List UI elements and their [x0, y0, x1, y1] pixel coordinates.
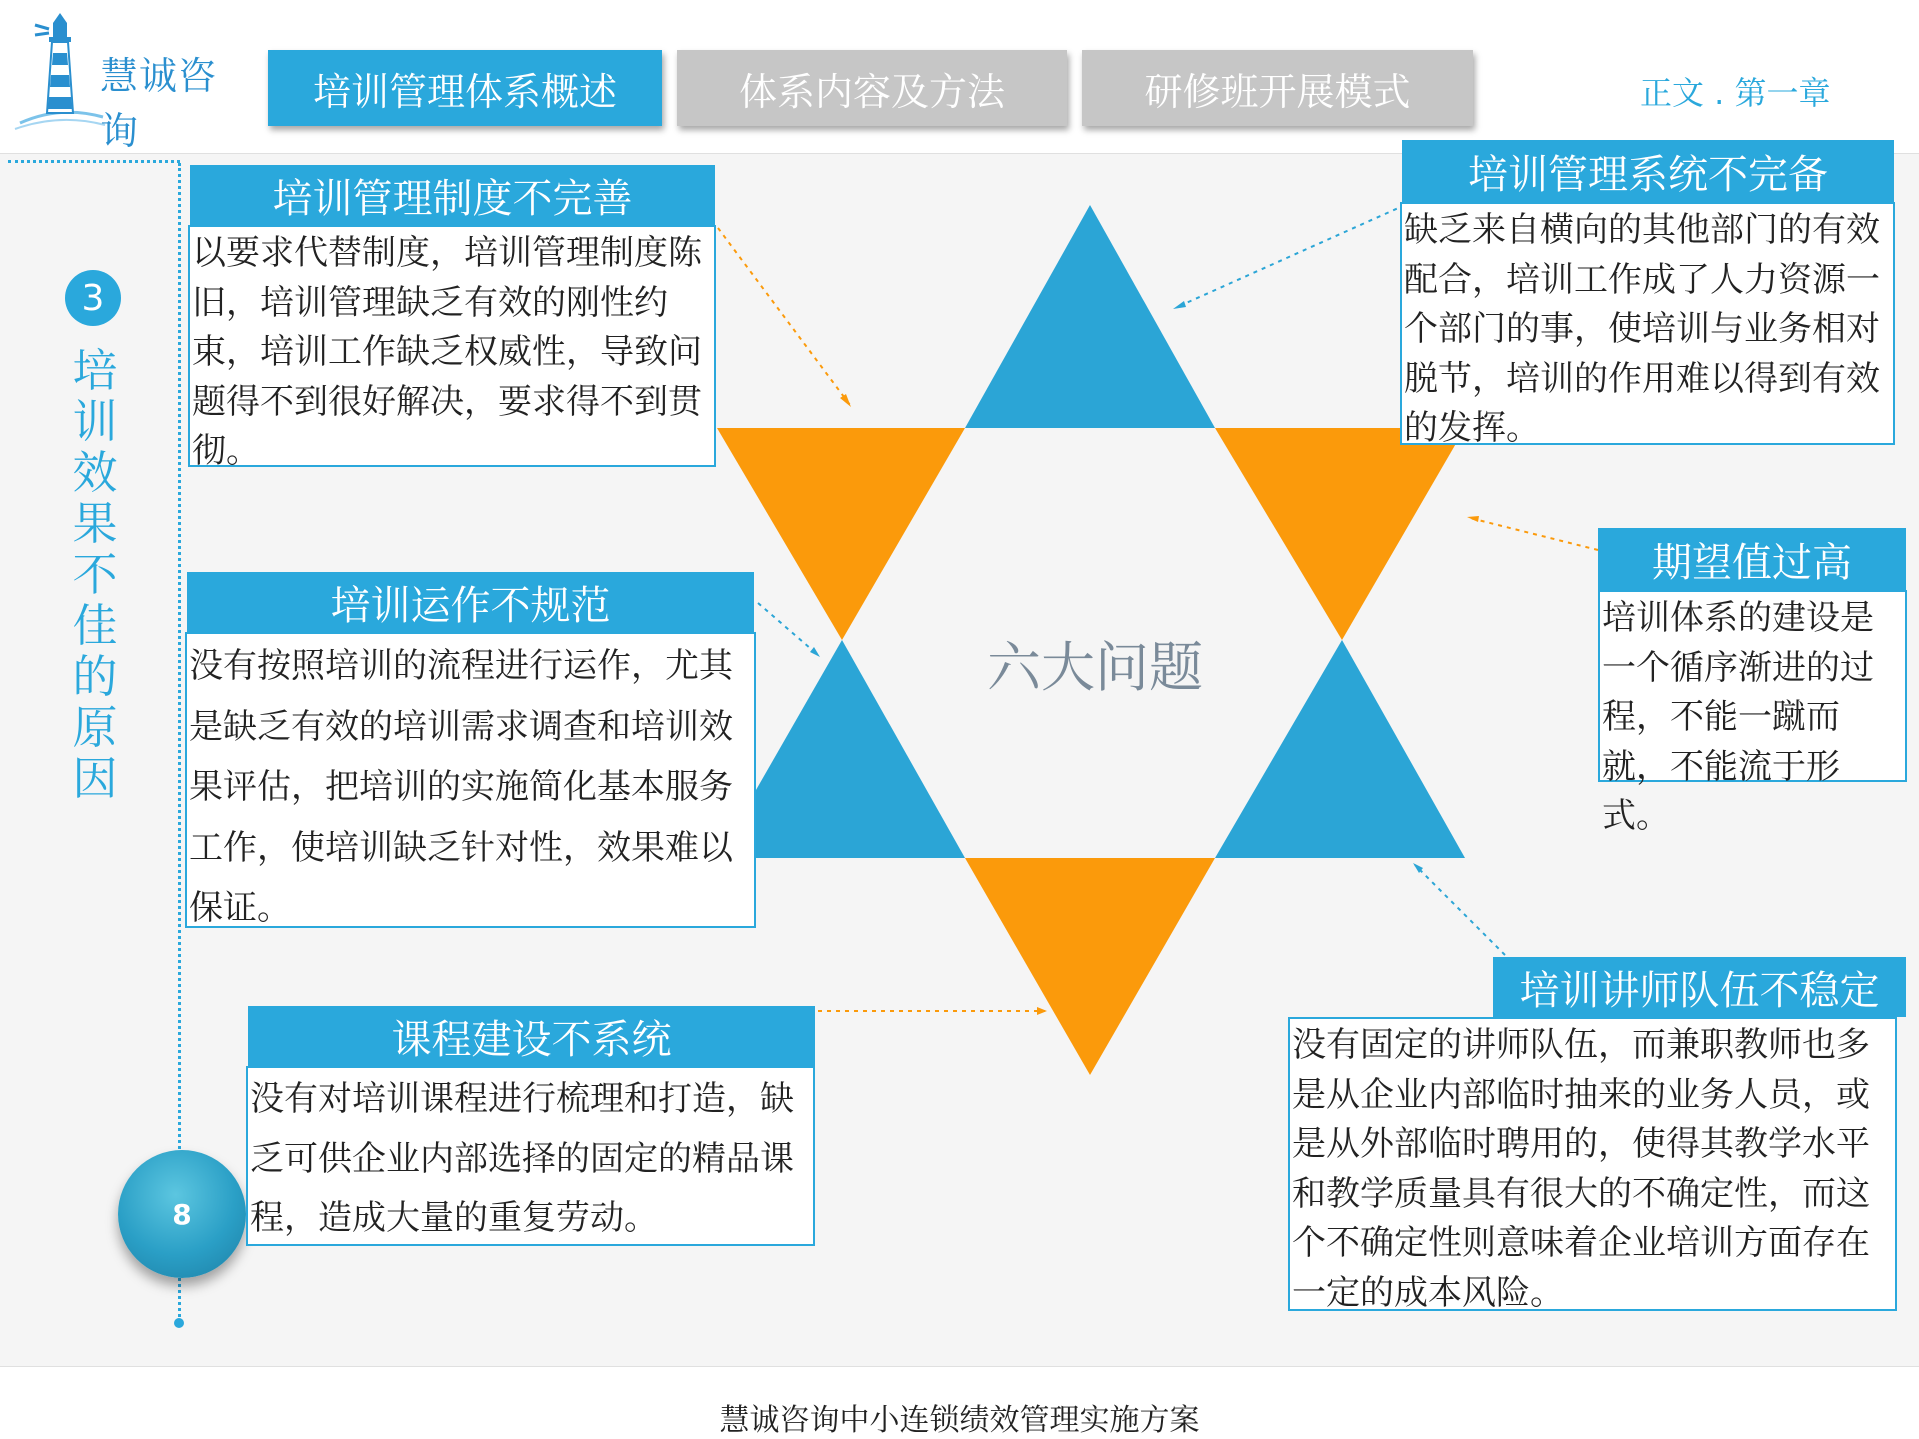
tab-training-class-mode[interactable]: 研修班开展模式 — [1082, 50, 1473, 126]
problem-title-management-incomplete: 培训管理系统不完备 — [1402, 140, 1894, 202]
connector-line-4 — [1470, 518, 1598, 550]
star-triangle-bottom — [965, 858, 1215, 1075]
footer-text: 慧诚咨询中小连锁绩效管理实施方案 — [719, 1403, 1200, 1438]
star-triangle-upper-left — [717, 428, 965, 640]
connector-line-1 — [718, 228, 850, 405]
star-triangle-upper-right — [1215, 428, 1465, 640]
problem-title-expectation-too-high: 期望值过高 — [1598, 528, 1906, 590]
section-number-badge: 3 — [65, 270, 121, 326]
diagram-center-label: 六大问题 — [987, 636, 1203, 699]
section-title: 培训效果不佳的原因 — [72, 344, 118, 805]
connector-arrow-4 — [1467, 516, 1479, 522]
connector-arrow-1 — [840, 394, 851, 407]
problem-body-management-incomplete: 缺乏来自横向的其他部门的有效配合，培训工作成了人力资源一个部门的事，使培训与业务相对脱节，培训的作用难以得到有效的发挥。 — [1400, 202, 1895, 445]
problem-body-operation-irregular: 没有按照培训的流程进行运作，尤其是缺乏有效的培训需求调查和培训效果评估，把培训的实施简化基本服务工作，使培训缺乏针对性，效果难以保证。 — [185, 632, 756, 928]
problem-body-expectation-too-high: 培训体系的建设是一个循序渐进的过程，不能一蹴而就，不能流于形式。 — [1598, 590, 1907, 782]
problem-title-system-imperfect: 培训管理制度不完善 — [190, 165, 715, 225]
problem-title-trainer-team-unstable: 培训讲师队伍不稳定 — [1493, 957, 1906, 1017]
problem-body-system-imperfect: 以要求代替制度，培训管理制度陈旧，培训管理缺乏有效的刚性约束，培训工作缺乏权威性，导致问题得不到很好解决，要求得不到贯彻。 — [188, 225, 716, 467]
tab-system-content-methods[interactable]: 体系内容及方法 — [677, 50, 1067, 126]
problem-body-trainer-team-unstable: 没有固定的讲师队伍，而兼职教师也多是从企业内部临时抽来的业务人员，或是从外部临时聘用的，使得其教学水平和教学质量具有很大的不确定性，而这个不确定性则意味着企业培训方面存在一定的成本风险。 — [1288, 1017, 1897, 1311]
connector-line-6 — [1415, 865, 1505, 955]
page-number-badge: 8 — [118, 1150, 246, 1278]
chapter-label: 正文 . 第一章 — [1640, 74, 1831, 112]
problem-title-operation-irregular: 培训运作不规范 — [187, 572, 754, 632]
connector-arrow-3 — [810, 647, 820, 657]
connector-arrow-5 — [1037, 1007, 1047, 1015]
tab-system-overview[interactable]: 培训管理体系概述 — [268, 50, 662, 126]
connector-arrow-2 — [1173, 301, 1186, 309]
connector-line-2 — [1175, 205, 1405, 308]
connector-line-3 — [758, 603, 818, 655]
problem-body-course-unsystematic: 没有对培训课程进行梳理和打造，缺乏可供企业内部选择的固定的精品课程，造成大量的重复劳动。 — [246, 1066, 815, 1246]
logo-text: 慧诚咨询 — [100, 54, 218, 153]
star-triangle-top — [965, 205, 1215, 428]
problem-title-course-unsystematic: 课程建设不系统 — [248, 1006, 815, 1066]
star-triangle-lower-right — [1215, 640, 1465, 858]
